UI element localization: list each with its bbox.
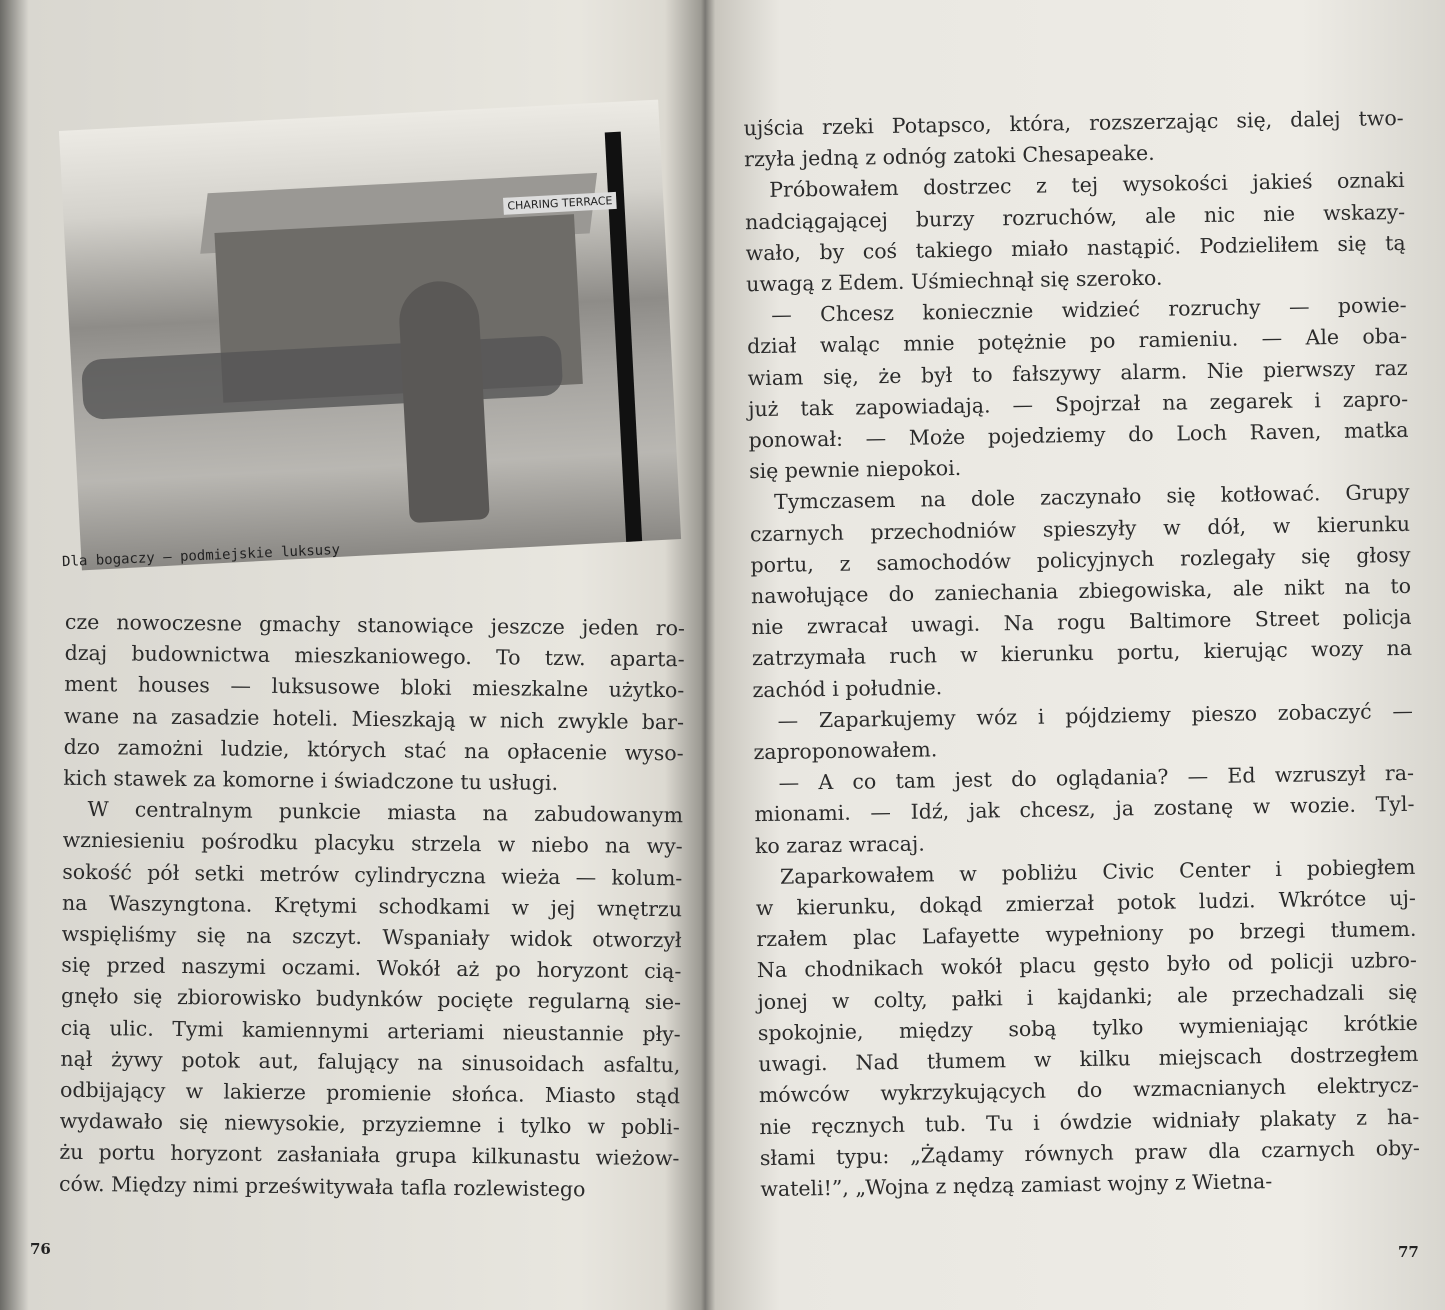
text-line: wane na zasadzie hoteli. Mieszkają w nich zwykle bar- xyxy=(63,703,685,734)
text-line: spokojnie, między sobą tylko wymieniając krótkie xyxy=(757,1010,1419,1046)
text-line: Na chodnikach wokół placu gęsto było od policji uzbro- xyxy=(756,948,1418,983)
text-line: uwagą z Edem. Uśmiechnął się szeroko. xyxy=(745,265,1163,297)
photo-woman xyxy=(397,279,489,523)
text-line: mówców wykrzykujących do wzmacnianych elektrycz- xyxy=(758,1073,1419,1108)
photo-cars xyxy=(81,335,563,420)
text-line: ment houses — luksusowe bloki mieszkalne użytko- xyxy=(64,672,685,703)
text-line: odbijający w lakierze promienie słońca. Miasto stąd xyxy=(59,1077,681,1109)
text-line: cią ulic. Tymi kamiennymi arteriami nieustannie pły- xyxy=(60,1015,681,1046)
text-line: — A co tam jest do oglądania? — Ed wzruszył ra- xyxy=(778,761,1415,796)
text-line: — Zaparkujemy wóz i pójdziemy pieszo zobaczyć — xyxy=(777,698,1414,733)
text-line: żu portu horyzont zasłaniała grupa kilkunastu wieżow- xyxy=(59,1140,680,1171)
text-line: Próbowałem dostrzec z tej wysokości jakieś oznaki xyxy=(769,168,1405,203)
text-line: wateli!”, „Wojna z nędzą zamiast wojny z Wietna- xyxy=(760,1168,1273,1202)
text-line: ponował: — Może pojedziemy do Loch Raven, matka xyxy=(748,417,1409,453)
text-line: w kierunku, dokąd zmierzał potok ludzi. Wkrótce uj- xyxy=(755,885,1417,921)
text-line: cze nowoczesne gmachy stanowiące jeszcze jeden ro- xyxy=(64,609,686,641)
text-line: na Waszyngtona. Krętymi schodkami w jej wnętrzu xyxy=(61,890,683,922)
text-line: już tak zapowiadają. — Spojrzał na zegarek i zapro- xyxy=(747,386,1409,422)
photo-apartment-terrace xyxy=(59,100,681,571)
text-line: ko zaraz wracaj. xyxy=(754,831,925,858)
photo-sign: CHARING TERRACE xyxy=(503,192,617,215)
text-line: rzałem plac Lafayette wypełniony po brzegi tłumem. xyxy=(756,917,1417,952)
text-line: zachód i południe. xyxy=(752,674,943,702)
text-line: nął żywy potok aut, falujący na sinusoidach asfaltu, xyxy=(60,1046,681,1078)
text-line: wiam się, że był to fałszywy alarm. Nie pierwszy raz xyxy=(747,355,1408,390)
text-line: wspięliśmy się na szczyt. Wspaniały widok otworzył xyxy=(61,921,682,953)
text-line: dział waląc mnie potężnie po ramieniu. — Ale oba- xyxy=(746,324,1408,359)
text-line: słami typu: „Żądamy równych praw dla czarnych oby- xyxy=(759,1135,1420,1170)
right-page-text xyxy=(743,103,1420,1205)
text-line: rzyła jedną z odnóg zatoki Chesapeake. xyxy=(744,141,1155,172)
text-line: dzo zamożni ludzie, których stać na opłacenie wyso- xyxy=(63,734,684,766)
left-page-number: 76 xyxy=(30,1240,51,1258)
text-line: W centralnym punkcie miasta na zabudowanym xyxy=(87,797,684,828)
text-line: nadciągającej burzy rozruchów, ale nic nie wskazy- xyxy=(744,199,1406,234)
text-line: się przed naszymi oczami. Wokół aż po horyzont cią- xyxy=(61,952,682,984)
text-line: zaproponowałem. xyxy=(753,737,938,765)
text-line: sokość pół setki metrów cylindryczna wieża — kolum- xyxy=(62,859,683,890)
text-line: czarnych przechodniów spieszyły w dół, w kierunku xyxy=(749,511,1411,546)
text-line: portu, z samochodów policyjnych rozlegały się głosy xyxy=(750,542,1411,578)
text-line: wzniesieniu pośrodku placyku strzela w niebo na wy- xyxy=(62,828,683,859)
right-page-number: 77 xyxy=(1398,1243,1419,1261)
text-line: dzaj budownictwa mieszkaniowego. To tzw. aparta- xyxy=(64,640,685,672)
text-line: uwagi. Nad tłumem w kilku miejscach dostrzegłem xyxy=(758,1041,1419,1077)
text-line: ców. Między nimi prześwitywała tafla rozlewistego xyxy=(58,1171,586,1201)
text-line: zatrzymała ruch w kierunku portu, kierując wozy na xyxy=(751,636,1413,671)
text-line: ujścia rzeki Potapsco, która, rozszerzając się, dalej two- xyxy=(743,105,1404,141)
text-line: Tymczasem na dole zaczynało się kotłować. Grupy xyxy=(773,480,1410,515)
text-line: się pewnie niepokoi. xyxy=(748,456,962,484)
left-page-text xyxy=(59,607,685,1206)
text-line: Zaparkowałem w pobliżu Civic Center i pobiegłem xyxy=(779,854,1416,889)
text-line: nawołujące do zaniechania zbiegowiska, ale nikt na to xyxy=(750,573,1412,609)
text-line: nie ręcznych tub. Tu i ówdzie widniały plakaty z ha- xyxy=(759,1104,1420,1139)
text-line: — Chcesz koniecznie widzieć rozruchy — powie- xyxy=(771,293,1407,328)
text-line: gnęło się zbiorowisko budynków pocięte regularną sie- xyxy=(60,984,682,1015)
text-line: jonej w colty, pałki i kajdanki; ale przechadzali się xyxy=(757,979,1418,1014)
text-line: wydawało się niewysokie, przyziemne i tylko w pobli- xyxy=(59,1108,680,1140)
text-line: wało, by coś takiego miało nastąpić. Podzieliłem się tą xyxy=(745,230,1406,266)
text-line: kich stawek za komorne i świadczone tu usługi. xyxy=(63,765,559,795)
text-line: nie zwracał uwagi. Na rogu Baltimore Street policja xyxy=(751,605,1412,640)
photo-caption: Dla bogaczy — podmiejskie luksusy xyxy=(61,541,341,571)
text-line: mionami. — Idź, jak chcesz, ja zostanę w wozie. Tyl- xyxy=(754,792,1415,827)
